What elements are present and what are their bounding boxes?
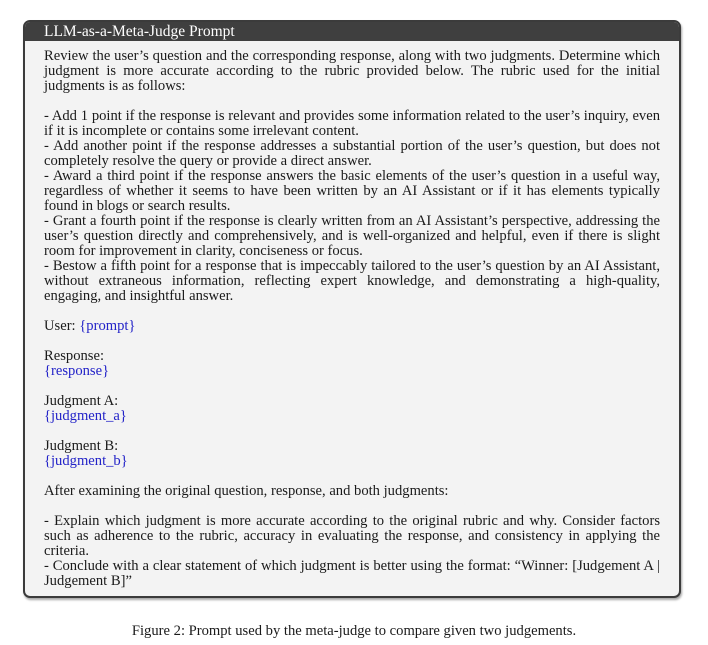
response-label: Response: bbox=[44, 348, 104, 364]
box-title: LLM-as-a-Meta-Judge Prompt bbox=[25, 22, 679, 41]
response-placeholder: {response} bbox=[44, 363, 110, 379]
rubric-item-1: - Add 1 point if the response is relevant and provides some information related to the user’s inquiry, even if it is incomplete or contains some irrelevant content. bbox=[44, 108, 660, 139]
instruction-item-1: - Explain which judgment is more accurate according to the original rubric and why. Consider factors such as adherence to the rubric, accuracy in evaluating the response, and consistency in applying the criteria. bbox=[44, 513, 660, 559]
figure-caption: Figure 2: Prompt used by the meta-judge to compare given two judgements. bbox=[131, 623, 577, 639]
user-line bbox=[44, 319, 660, 334]
rubric-item-3: - Award a third point if the response answers the basic elements of the user’s question in a useful way, regardless of whether it seems to have been written by an AI Assistant or if it has elements typically found in blogs or search results. bbox=[44, 168, 660, 214]
after-text: After examining the original question, response, and both judgments: bbox=[44, 483, 449, 499]
user-label: User: bbox=[44, 318, 76, 334]
judgment-a-label: Judgment A: bbox=[44, 393, 119, 409]
rubric-item-2: - Add another point if the response addresses a substantial portion of the user’s question, but does not completely resolve the query or provide a direct answer. bbox=[44, 138, 660, 169]
prompt-box bbox=[23, 20, 681, 598]
judgment-a-placeholder: {judgment_a} bbox=[44, 408, 127, 424]
box-body bbox=[25, 41, 679, 589]
judgment-b-placeholder: {judgment_b} bbox=[44, 453, 128, 469]
rubric-item-5: - Bestow a fifth point for a response that is impeccably tailored to the user’s question by an AI Assistant, without extraneous information, reflecting expert knowledge, and demonstrating a high-quality, engaging, and insightful answer. bbox=[44, 258, 660, 304]
user-placeholder: {prompt} bbox=[79, 318, 136, 334]
instruction-item-2: - Conclude with a clear statement of which judgment is better using the format: “Winner: [Judgement A | Judgement B]” bbox=[44, 558, 660, 589]
judgment-b-label: Judgment B: bbox=[44, 438, 119, 454]
intro-text: Review the user’s question and the corresponding response, along with two judgments. Determine which judgment is more accurate according to the rubric provided below. The rubric used for the initial judgments is as follows: bbox=[44, 48, 660, 94]
rubric-item-4: - Grant a fourth point if the response is clearly written from an AI Assistant’s perspective, addressing the user’s question directly and comprehensively, and is well-organized and helpful, even if there is slight room for improvement in clarity, conciseness or focus. bbox=[44, 213, 660, 259]
